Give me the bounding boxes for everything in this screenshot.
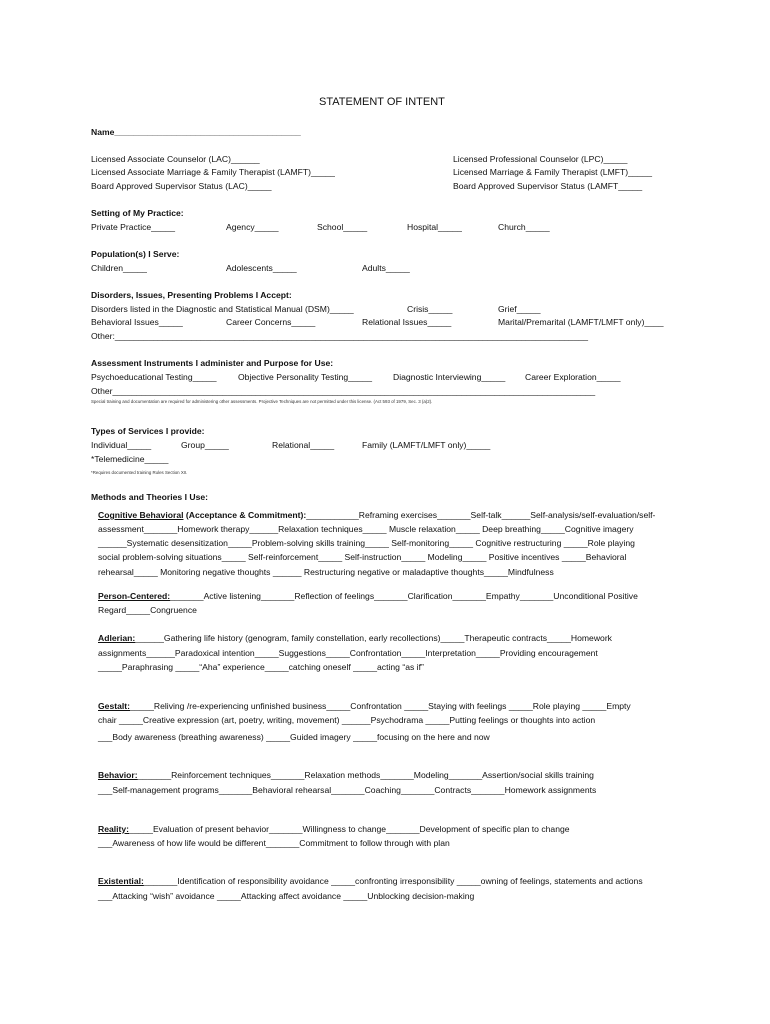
disorders-behavioral[interactable]: Behavioral Issues_____ [91,317,183,327]
setting-church[interactable]: Church_____ [498,222,550,232]
adlerian-line-2[interactable]: assignments______Paradoxical intention_____Suggestions_____Confrontation_____Interpretation_____Providing encouragement [98,648,598,658]
services-note: *Requires documented training Rules Section XII. [91,470,188,475]
person-label: Person-Centered: [98,591,171,601]
existential-label: Existential: [98,876,144,886]
reality-label: Reality: [98,824,130,834]
person-line-2[interactable]: Regard_____Congruence [98,605,197,615]
assessment-career[interactable]: Career Exploration_____ [525,372,621,382]
assessment-note: Special training and documentation are required for administering other assessments. Projective Techniques are not permitted under this license. (Act 593 of 1979, Sec. 3 (a)2). [91,399,433,404]
cbt-label: Cognitive Behavioral [98,510,184,520]
disorders-heading: Disorders, Issues, Presenting Problems I Accept: [91,290,292,300]
gestalt-line-3[interactable]: ___Body awareness (breathing awareness) _____Guided imagery _____focusing on the here and now [98,732,490,742]
service-individual[interactable]: Individual_____ [91,440,152,450]
setting-school[interactable]: School_____ [317,222,368,232]
license-lac[interactable]: Licensed Associate Counselor (LAC)______ [91,154,260,164]
adlerian-line-3[interactable]: _____Paraphrasing _____“Aha” experience_____catching oneself _____acting “as if” [98,662,424,672]
license-lpc[interactable]: Licensed Professional Counselor (LPC)_____ [453,154,628,164]
cbt-line-3[interactable]: ______Systematic desensitization_____Problem-solving skills training_____ Self-monitoring_____ Cognitive restructuring _____Role playing [98,538,635,548]
population-adults[interactable]: Adults_____ [362,263,410,273]
assessment-personality[interactable]: Objective Personality Testing_____ [238,372,373,382]
disorders-grief[interactable]: Grief_____ [498,304,541,314]
gestalt-line-2[interactable]: chair _____Creative expression (art, poetry, writing, movement) ______Psychodrama _____Putting feelings or thoughts into action [98,715,596,725]
adlerian-label: Adlerian: [98,633,136,643]
disorders-dsm[interactable]: Disorders listed in the Diagnostic and Statistical Manual (DSM)_____ [91,304,354,314]
disorders-career[interactable]: Career Concerns_____ [226,317,316,327]
existential-line-1[interactable]: Existential:_______Identification of responsibility avoidance _____confronting irresponsibility _____owning of feelings, statements and actions [98,876,643,886]
assessment-other[interactable]: Other_____________________________________________________________________________________________________ [91,386,596,396]
assessment-diagnostic[interactable]: Diagnostic Interviewing_____ [393,372,506,382]
cbt-line-5[interactable]: rehearsal_____ Monitoring negative thoughts ______ Restructuring negative or maladaptive thoughts_____Mindfulness [98,567,554,577]
license-supervisor-lamft[interactable]: Board Approved Supervisor Status (LAMFT_____ [453,181,643,191]
population-heading: Population(s) I Serve: [91,249,180,259]
setting-hospital[interactable]: Hospital_____ [407,222,462,232]
cbt-label-rest: (Acceptance & Commitment): [183,510,307,520]
reality-line-1[interactable]: Reality:_____Evaluation of present behavior_______Willingness to change_______Development of specific plan to change [98,824,570,834]
reality-line-2[interactable]: ___Awareness of how life would be different_______Commitment to follow through with plan [98,838,450,848]
gestalt-line-1[interactable]: Gestalt:_____Reliving /re-experiencing unfinished business_____Confrontation _____Staying with feelings _____Role playing _____Empty [98,701,631,711]
adlerian-line-1[interactable]: Adlerian:______Gathering life history (genogram, family constellation, early recollections)_____Therapeutic contracts_____Homework [98,633,612,643]
existential-line-2[interactable]: ___Attacking “wish” avoidance _____Attacking affect avoidance _____Unblocking decision-making [98,891,475,901]
cbt-line-2[interactable]: assessment_______Homework therapy______Relaxation techniques_____ Muscle relaxation_____ Deep breathing_____Cognitive imagery [98,524,634,534]
behavior-line-2[interactable]: ___Self-management programs_______Behavioral rehearsal_______Coaching_______Contracts_______Homework assignments [98,785,597,795]
assessment-heading: Assessment Instruments I administer and Purpose for Use: [91,358,334,368]
setting-agency[interactable]: Agency_____ [226,222,279,232]
disorders-relational[interactable]: Relational Issues_____ [362,317,452,327]
license-lamft[interactable]: Licensed Associate Marriage & Family Therapist (LAMFT)_____ [91,167,335,177]
behavior-line-1[interactable]: Behavior:_______Reinforcement techniques_______Relaxation methods_______Modeling_______Assertion/social skills training [98,770,594,780]
document-title: STATEMENT OF INTENT [319,96,445,108]
service-family[interactable]: Family (LAMFT/LMFT only)_____ [362,440,491,450]
disorders-crisis[interactable]: Crisis_____ [407,304,453,314]
methods-heading: Methods and Theories I Use: [91,492,208,502]
service-relational[interactable]: Relational_____ [272,440,335,450]
license-supervisor-lac[interactable]: Board Approved Supervisor Status (LAC)_____ [91,181,272,191]
setting-private-practice[interactable]: Private Practice_____ [91,222,176,232]
cbt-line-1[interactable]: Cognitive Behavioral (Acceptance & Commitment):___________Reframing exercises_______Self-talk______Self-analysis/self-evaluation/self- [98,510,656,520]
population-adolescents[interactable]: Adolescents_____ [226,263,297,273]
gestalt-label: Gestalt: [98,701,130,711]
person-line-1[interactable]: Person-Centered:_______Active listening_______Reflection of feelings_______Clarification_______Empathy_______Unconditional Positive [98,591,638,601]
service-group[interactable]: Group_____ [181,440,229,450]
disorders-other[interactable]: Other:___________________________________________________________________________________________________ [91,331,589,341]
assessment-psychoeducational[interactable]: Psychoeducational Testing_____ [91,372,217,382]
cbt-line-4[interactable]: social problem-solving situations_____ Self-reinforcement_____ Self-instruction_____ Modeling_____ Positive incentives _____Behavioral [98,552,627,562]
setting-heading: Setting of My Practice: [91,208,184,218]
disorders-marital[interactable]: Marital/Premarital (LAMFT/LMFT only)____ [498,317,664,327]
behavior-label: Behavior: [98,770,138,780]
services-heading: Types of Services I provide: [91,426,205,436]
license-lmft[interactable]: Licensed Marriage & Family Therapist (LMFT)_____ [453,167,653,177]
name-field[interactable]: Name_______________________________________ [91,127,301,137]
population-children[interactable]: Children_____ [91,263,147,273]
service-telemedicine[interactable]: *Telemedicine_____ [91,454,169,464]
